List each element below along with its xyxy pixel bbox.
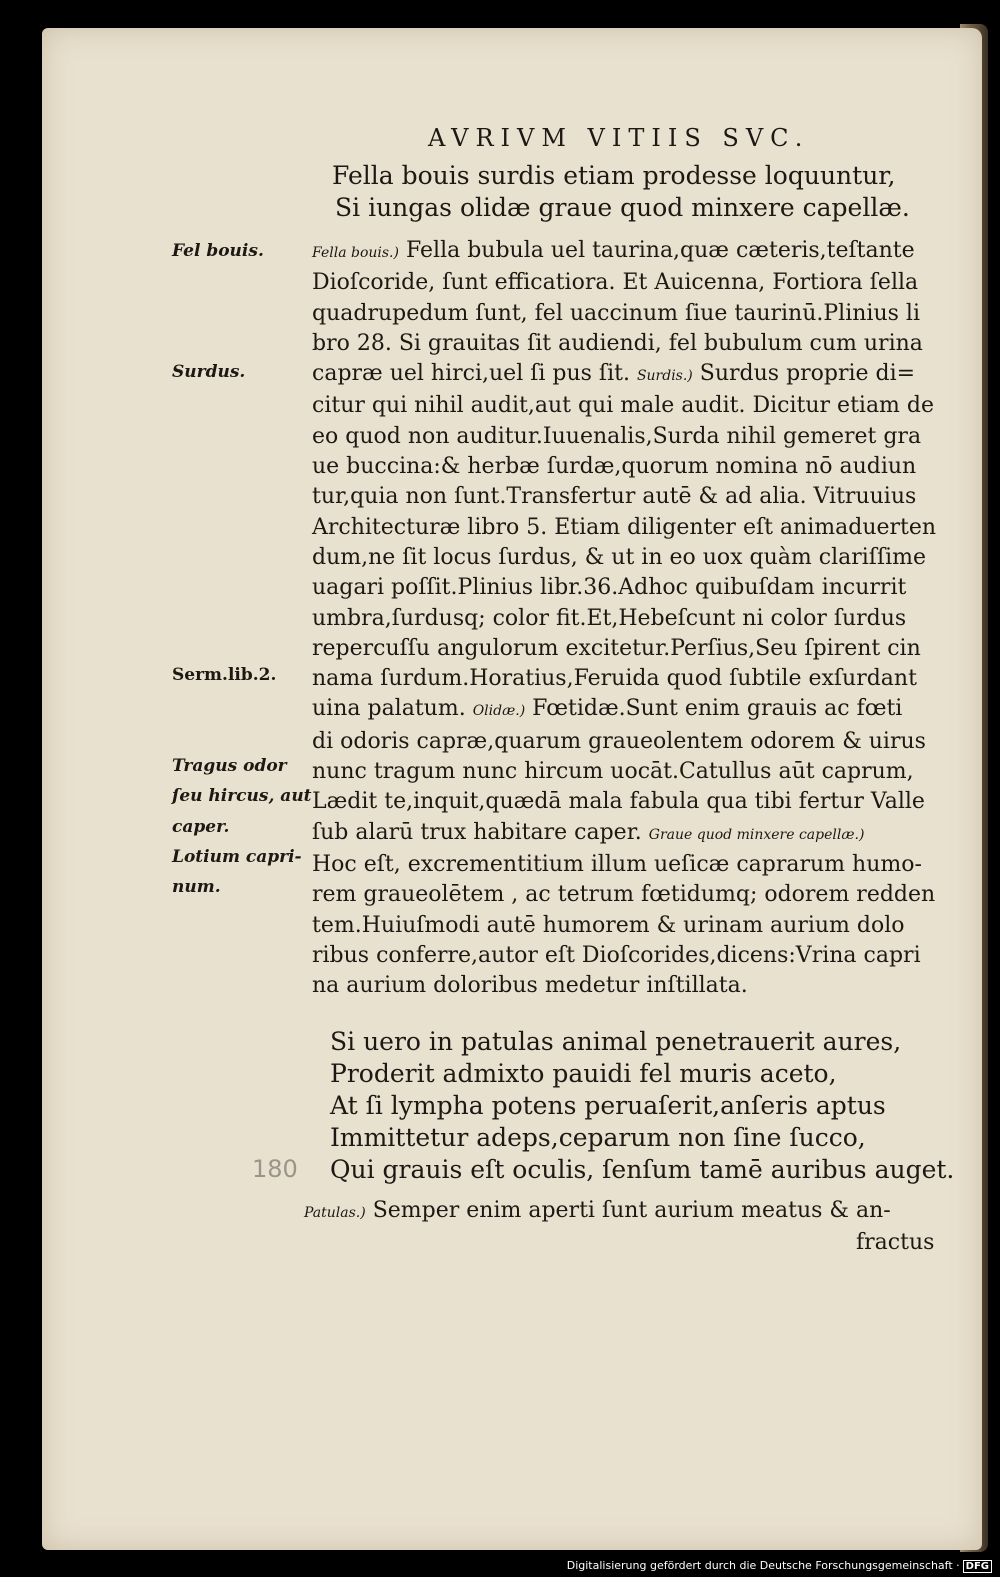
lemma: Patulas.) — [304, 1205, 366, 1221]
margin-note-tragus: Tragus odor ſeu hircus, aut caper. — [172, 756, 312, 837]
commentary-line: uina palatum. Olidæ.) Fœtidæ.Sunt enim grauis ac fœti — [312, 696, 903, 722]
commentary-line: ſub alarū trux habitare caper. Graue quod minxere capellæ.) — [312, 819, 865, 845]
lemma: Graue quod minxere capellæ.) — [648, 826, 865, 843]
commentary-line: na aurium doloribus medetur inſtillata. — [312, 973, 748, 999]
commentary-line: Lædit te,inquit,quædā mala fabula qua tibi fertur Valle — [312, 789, 925, 815]
commentary-line: Architecturæ libro 5. Etiam diligenter eſt animaduerten — [312, 514, 937, 540]
lemma: Surdis.) — [636, 368, 693, 385]
margin-note-surdus: Surdus. — [172, 362, 246, 382]
commentary-line: quadrupedum ſunt, fel uaccinum ſiue taurinū.Plinius li — [312, 300, 920, 326]
commentary-line: tem.Huiuſmodi autē humorem & urinam aurium dolo — [312, 912, 905, 938]
verse-line: Immittetur adeps,ceparum non ſine ſucco, — [330, 1123, 866, 1152]
verse-line: Qui grauis eſt oculis, ſenſum tamē auribus auget. — [330, 1155, 955, 1184]
footer-text: Digitalisierung gefördert durch die Deutsche Forschungsgemeinschaft · — [566, 1559, 960, 1572]
commentary-line: eo quod non auditur.Iuuenalis,Surda nihil gemeret gra — [312, 423, 922, 449]
verse-line: Proderit admixto pauidi fel muris aceto, — [330, 1059, 837, 1088]
lemma: Olidæ.) — [472, 703, 526, 720]
digitization-footer — [567, 1559, 992, 1573]
verse-block-2 — [330, 1026, 954, 1186]
commentary-line: citur qui nihil audit,aut qui male audit. Dicitur etiam de — [312, 393, 935, 419]
commentary-line: capræ uel hirci,uel ſi pus ſit. Surdis.) Surdus proprie di= — [312, 361, 916, 387]
verse-block-1 — [332, 160, 910, 224]
commentary-line: repercuſſu angulorum excitetur.Perſius,Seu ſpirent cin — [312, 635, 921, 661]
margin-note-serm: Serm.lib.2. — [172, 665, 277, 685]
commentary-line: rem graueolētem , ac tetrum fœtidumq; odorem redden — [312, 882, 936, 908]
commentary-block-1 — [312, 236, 936, 1001]
margin-note-fel-bouis: Fel bouis. — [172, 241, 264, 261]
dfg-logo-icon: DFG — [963, 1560, 992, 1573]
commentary-line: ribus conferre,autor eſt Dioſcorides,dicens:Vrina capri — [312, 942, 921, 968]
verse-line: Si iungas olidæ graue quod minxere capellæ. — [335, 193, 910, 222]
commentary-line: Patulas.) Semper enim aperti ſunt aurium meatus & an- — [304, 1198, 891, 1223]
running-head: AVRIVM VITIIS SVC. — [428, 124, 810, 152]
commentary-line: nama ſurdum.Horatius,Feruida quod ſubtile exſurdant — [312, 666, 917, 692]
commentary-line: di odoris capræ,quarum graueolentem odorem & uirus — [312, 728, 926, 754]
commentary-line: tur,quia non ſunt.Transfertur autē & ad alia. Vitruuius — [312, 484, 917, 510]
margin-note-lotium: Lotium capri- num. — [172, 847, 302, 898]
commentary-line: uagari poſſit.Plinius libr.36.Adhoc quibuſdam incurrit — [312, 575, 907, 601]
pencil-note: 180 — [252, 1155, 298, 1183]
commentary-line: Fella bouis.) Fella bubula uel taurina,quæ cæteris,teſtante — [312, 238, 915, 263]
catchword: fractus — [856, 1230, 935, 1255]
commentary-line: ue buccina:& herbæ ſurdæ,quorum nomina nō audiun — [312, 454, 917, 480]
commentary-line: Dioſcoride, ſunt efficatiora. Et Auicenna, Fortiora ſella — [312, 270, 919, 296]
verse-line: At ſi lympha potens peruaſerit,anſeris aptus — [330, 1091, 886, 1120]
verse-line: Fella bouis surdis etiam prodesse loquuntur, — [332, 161, 896, 190]
verse-line: Si uero in patulas animal penetrauerit aures, — [330, 1027, 902, 1056]
commentary-line: umbra,ſurdusq; color fit.Et,Hebeſcunt ni color ſurdus — [312, 605, 907, 631]
commentary-line: Hoc eſt, excrementitium illum ueſicæ caprarum humo- — [312, 851, 922, 877]
commentary-line: nunc tragum nunc hircum uocāt.Catullus aūt caprum, — [312, 759, 914, 785]
lemma: Fella bouis.) — [312, 245, 399, 261]
commentary-block-2 — [304, 1196, 891, 1228]
commentary-line: dum,ne ſit locus ſurdus, & ut in eo uox quàm clariſſime — [312, 544, 927, 570]
commentary-line: bro 28. Si grauitas ſit audiendi, fel bubulum cum urina — [312, 330, 923, 356]
